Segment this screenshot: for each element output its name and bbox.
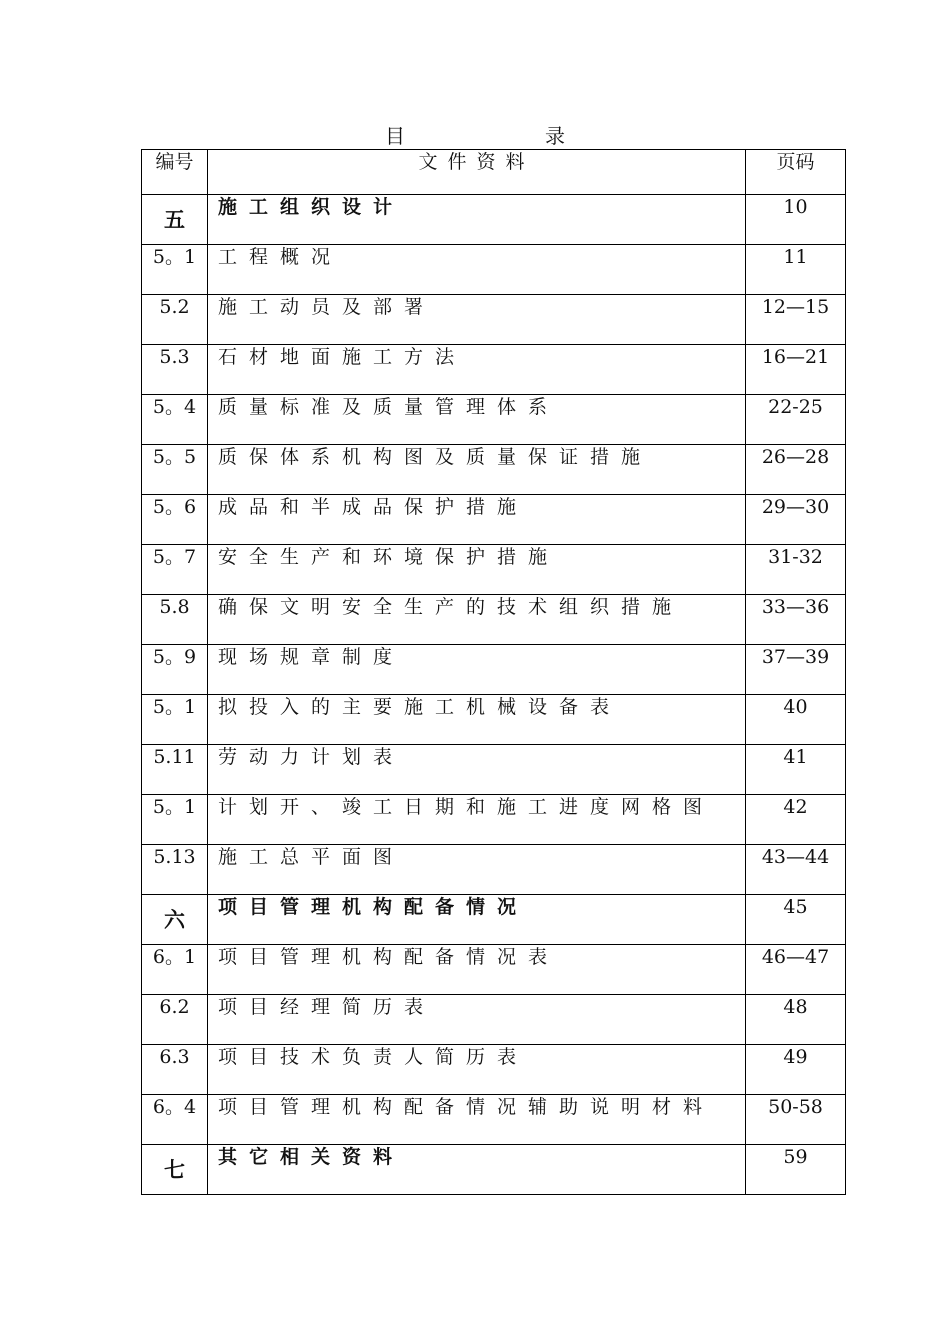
table-row — [142, 395, 846, 445]
row-num: 5。7 — [142, 545, 208, 595]
row-name: 劳动力计划表 — [208, 745, 746, 795]
row-page: 49 — [746, 1045, 846, 1095]
row-num: 5.11 — [142, 745, 208, 795]
table-row — [142, 495, 846, 545]
row-num: 5。1 — [142, 695, 208, 745]
row-name: 石材地面施工方法 — [208, 345, 746, 395]
row-num: 6。1 — [142, 945, 208, 995]
row-num: 5.3 — [142, 345, 208, 395]
row-page: 33—36 — [746, 595, 846, 645]
row-page: 22-25 — [746, 395, 846, 445]
header-num: 编号 — [142, 150, 208, 195]
row-page: 48 — [746, 995, 846, 1045]
table-row — [142, 345, 846, 395]
row-num: 5.13 — [142, 845, 208, 895]
row-num: 6.3 — [142, 1045, 208, 1095]
row-name: 现场规章制度 — [208, 645, 746, 695]
row-num: 五 — [142, 195, 208, 245]
row-name: 拟投入的主要施工机械设备表 — [208, 695, 746, 745]
table-row — [142, 595, 846, 645]
row-page: 50-58 — [746, 1095, 846, 1145]
row-num: 5。1 — [142, 795, 208, 845]
row-name: 质量标准及质量管理体系 — [208, 395, 746, 445]
row-page: 10 — [746, 195, 846, 245]
table-row — [142, 695, 846, 745]
row-page: 43—44 — [746, 845, 846, 895]
table-row — [142, 1095, 846, 1145]
row-name: 施工总平面图 — [208, 845, 746, 895]
table-row — [142, 945, 846, 995]
document-title: 目 录 — [385, 124, 625, 148]
table-row — [142, 245, 846, 295]
table-row — [142, 745, 846, 795]
row-name: 工程概况 — [208, 245, 746, 295]
table-row — [142, 795, 846, 845]
row-page: 12—15 — [746, 295, 846, 345]
chapter-row — [142, 195, 846, 245]
row-page: 29—30 — [746, 495, 846, 545]
table-row — [142, 545, 846, 595]
row-name: 项目管理机构配备情况 — [208, 895, 746, 945]
row-page: 26—28 — [746, 445, 846, 495]
row-page: 45 — [746, 895, 846, 945]
row-num: 5.2 — [142, 295, 208, 345]
row-num: 6.2 — [142, 995, 208, 1045]
table-row — [142, 995, 846, 1045]
row-page: 59 — [746, 1145, 846, 1195]
row-name: 确保文明安全生产的技术组织措施 — [208, 595, 746, 645]
row-page: 42 — [746, 795, 846, 845]
row-page: 11 — [746, 245, 846, 295]
header-name: 文件资料 — [208, 150, 746, 195]
row-num: 六 — [142, 895, 208, 945]
row-name: 项目管理机构配备情况辅助说明材料 — [208, 1095, 746, 1145]
row-num: 5。1 — [142, 245, 208, 295]
row-name: 质保体系机构图及质量保证措施 — [208, 445, 746, 495]
row-page: 16—21 — [746, 345, 846, 395]
row-name: 施工组织设计 — [208, 195, 746, 245]
row-name: 安全生产和环境保护措施 — [208, 545, 746, 595]
row-num: 6。4 — [142, 1095, 208, 1145]
row-name: 其它相关资料 — [208, 1145, 746, 1195]
row-num: 七 — [142, 1145, 208, 1195]
row-name: 计划开、竣工日期和施工进度网格图 — [208, 795, 746, 845]
header-page: 页码 — [746, 150, 846, 195]
row-name: 施工动员及部署 — [208, 295, 746, 345]
chapter-row — [142, 1145, 846, 1195]
row-page: 41 — [746, 745, 846, 795]
row-num: 5.8 — [142, 595, 208, 645]
row-num: 5。6 — [142, 495, 208, 545]
row-num: 5。5 — [142, 445, 208, 495]
table-row — [142, 645, 846, 695]
table-row — [142, 295, 846, 345]
row-num: 5。9 — [142, 645, 208, 695]
row-page: 37—39 — [746, 645, 846, 695]
chapter-row — [142, 895, 846, 945]
table-row — [142, 1045, 846, 1095]
table-row — [142, 445, 846, 495]
toc-table — [141, 149, 846, 1195]
row-name: 成品和半成品保护措施 — [208, 495, 746, 545]
row-num: 5。4 — [142, 395, 208, 445]
row-name: 项目技术负责人简历表 — [208, 1045, 746, 1095]
table-header-row — [142, 150, 846, 195]
row-page: 46—47 — [746, 945, 846, 995]
row-name: 项目管理机构配备情况表 — [208, 945, 746, 995]
row-page: 31-32 — [746, 545, 846, 595]
table-row — [142, 845, 846, 895]
row-page: 40 — [746, 695, 846, 745]
row-name: 项目经理简历表 — [208, 995, 746, 1045]
